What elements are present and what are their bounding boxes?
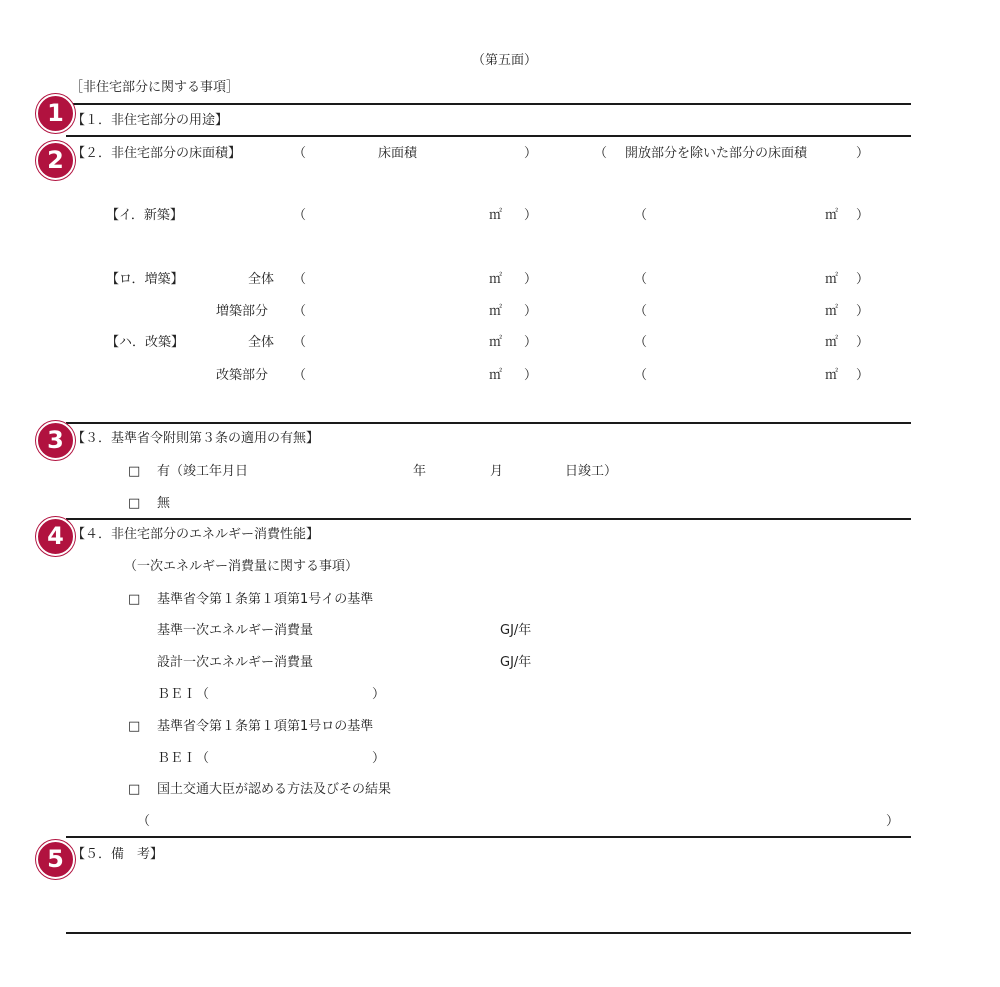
s2-row-unit: ㎡ bbox=[489, 368, 503, 383]
divider-4 bbox=[66, 518, 911, 520]
badge-3: 3 bbox=[36, 421, 75, 460]
s2-row-close2: ） bbox=[856, 272, 870, 287]
section-title: ［非住宅部分に関する事項］ bbox=[70, 80, 240, 95]
s2-row-close2: ） bbox=[856, 208, 870, 223]
badge-5: 5 bbox=[36, 840, 75, 879]
s2-row-open2: （ bbox=[634, 335, 648, 350]
s2-row-unit: ㎡ bbox=[489, 304, 503, 319]
s2-row-cat: 【ロ．増築】 bbox=[106, 272, 184, 287]
s2-row-close: ） bbox=[524, 335, 538, 350]
badge-4: 4 bbox=[36, 517, 75, 556]
s2-title: 【２．非住宅部分の床面積】 bbox=[72, 146, 242, 161]
s2-row-close: ） bbox=[524, 304, 538, 319]
s4-opt3-checkbox[interactable]: □ bbox=[128, 782, 141, 797]
s2-row-unit2: ㎡ bbox=[825, 272, 839, 287]
s2-row-sub: 増築部分 bbox=[216, 304, 269, 319]
s2-col1-label: 床面積 bbox=[378, 146, 418, 161]
s4-opt2-label: 基準省令第１条第１項第1号ロの基準 bbox=[157, 719, 374, 734]
s2-row-cat: 【イ．新築】 bbox=[106, 208, 183, 223]
s4-bei1-close: ） bbox=[372, 687, 386, 702]
s2-row-unit2: ㎡ bbox=[825, 368, 839, 383]
s2-col1-open: （ bbox=[293, 146, 307, 161]
s2-row-open2: （ bbox=[634, 368, 648, 383]
s4-design-energy-label: 設計一次エネルギー消費量 bbox=[157, 655, 314, 670]
divider-3 bbox=[66, 422, 911, 424]
divider-5 bbox=[66, 836, 911, 838]
s4-bei2-close: ） bbox=[372, 751, 386, 766]
s3-month: 月 bbox=[490, 464, 504, 479]
s5-title: 【５．備 考】 bbox=[72, 847, 164, 862]
s2-row-close: ） bbox=[524, 208, 538, 223]
s4-std-energy-unit: GJ/年 bbox=[500, 623, 532, 638]
s4-title: 【４．非住宅部分のエネルギー消費性能】 bbox=[72, 527, 320, 542]
s2-row-sub: 全体 bbox=[248, 272, 275, 287]
s4-opt2-checkbox[interactable]: □ bbox=[128, 719, 141, 734]
s2-row-unit2: ㎡ bbox=[825, 208, 839, 223]
s2-row-unit2: ㎡ bbox=[825, 304, 839, 319]
s4-opt1-checkbox[interactable]: □ bbox=[128, 592, 141, 607]
s2-col1-close: ） bbox=[524, 146, 538, 161]
divider-2 bbox=[66, 135, 911, 137]
badge-1: 1 bbox=[36, 94, 75, 133]
s2-col2-close: ） bbox=[856, 146, 870, 161]
s2-row-cat: 【ハ．改築】 bbox=[106, 335, 185, 350]
s4-bei1-label: ＢＥＩ（ bbox=[157, 687, 210, 702]
s2-col2-label: 開放部分を除いた部分の床面積 bbox=[625, 146, 808, 161]
divider-1 bbox=[66, 103, 911, 105]
s3-no-checkbox[interactable]: □ bbox=[128, 496, 141, 511]
s2-row-open: （ bbox=[293, 304, 307, 319]
s3-yes-label: 有（竣工年月日 bbox=[157, 464, 249, 479]
s3-no-label: 無 bbox=[157, 496, 171, 511]
s2-row-open2: （ bbox=[634, 208, 648, 223]
s2-row-sub: 改築部分 bbox=[216, 368, 269, 383]
s2-row-unit: ㎡ bbox=[489, 208, 503, 223]
s2-row-open: （ bbox=[293, 368, 307, 383]
s2-row-sub: 全体 bbox=[248, 335, 275, 350]
s4-opt1-label: 基準省令第１条第１項第1号イの基準 bbox=[157, 592, 374, 607]
s2-row-unit: ㎡ bbox=[489, 335, 503, 350]
badge-2: 2 bbox=[36, 141, 75, 180]
s2-row-close: ） bbox=[524, 272, 538, 287]
s2-row-open: （ bbox=[293, 208, 307, 223]
s2-row-close2: ） bbox=[856, 304, 870, 319]
s4-result-open: （ bbox=[137, 814, 151, 829]
s2-row-open2: （ bbox=[634, 304, 648, 319]
s2-row-open: （ bbox=[293, 272, 307, 287]
page-label: （第五面） bbox=[472, 53, 538, 68]
s2-row-close2: ） bbox=[856, 335, 870, 350]
s3-year: 年 bbox=[413, 464, 427, 479]
divider-bottom bbox=[66, 932, 911, 934]
s2-col2-open: （ bbox=[594, 146, 608, 161]
s3-yes-checkbox[interactable]: □ bbox=[128, 464, 141, 479]
s3-day: 日竣工） bbox=[565, 464, 618, 479]
s4-result-close: ） bbox=[886, 814, 900, 829]
s4-design-energy-unit: GJ/年 bbox=[500, 655, 532, 670]
s1-title: 【１．非住宅部分の用途】 bbox=[72, 113, 229, 128]
s2-row-close2: ） bbox=[856, 368, 870, 383]
s2-row-unit2: ㎡ bbox=[825, 335, 839, 350]
s4-std-energy-label: 基準一次エネルギー消費量 bbox=[157, 623, 314, 638]
s2-row-close: ） bbox=[524, 368, 538, 383]
s4-opt3-label: 国土交通大臣が認める方法及びその結果 bbox=[157, 782, 392, 797]
s2-row-open: （ bbox=[293, 335, 307, 350]
s4-bei2-label: ＢＥＩ（ bbox=[157, 751, 210, 766]
s2-row-open2: （ bbox=[634, 272, 648, 287]
s2-row-unit: ㎡ bbox=[489, 272, 503, 287]
s3-title: 【３．基準省令附則第３条の適用の有無】 bbox=[72, 431, 320, 446]
s4-subtitle: （一次エネルギー消費量に関する事項） bbox=[124, 559, 359, 574]
